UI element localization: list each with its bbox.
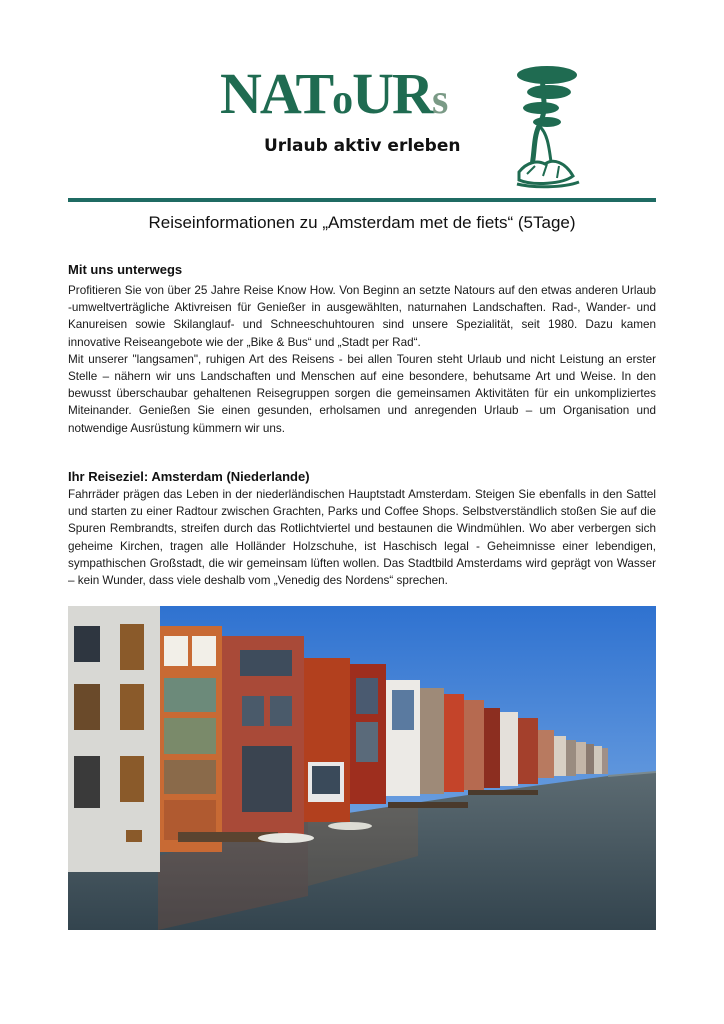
section-body-mit-uns-unterwegs <box>68 282 656 437</box>
paragraph: Mit unserer "langsamen", ruhigen Art des Reisens - bei allen Touren steht Urlaub und nicht Leistung an erster Stelle – nähern wir uns Landschaften und Menschen auf eine besondere, behutsame Art und Weise. In den bewusst überschaubar gehaltenen Reisegruppen sorgen die gemeinsamen Aktivitäten für ein unkompliziertes Miteinander. Genießen Sie einen gesunden, erholsamen und anregenden Urlaub – um Organisation und notwendige Ausrüstung kümmern wir uns. <box>68 352 656 435</box>
tree-logo-icon <box>513 66 583 190</box>
document-title: Reiseinformationen zu „Amsterdam met de fiets“ (5Tage) <box>148 213 576 232</box>
section-heading-mit-uns-unterwegs: Mit uns unterwegs <box>68 262 183 277</box>
header-divider <box>68 198 656 202</box>
logo-wordmark: NAToURs <box>220 61 448 126</box>
logo-tagline: Urlaub aktiv erleben <box>264 136 461 156</box>
canal-houses-photo <box>68 606 656 930</box>
natours-logo <box>220 61 500 126</box>
section-body-reiseziel <box>68 486 656 589</box>
section-heading-reiseziel: Ihr Reiseziel: Amsterdam (Niederlande) <box>68 469 310 484</box>
paragraph: Profitieren Sie von über 25 Jahre Reise Know How. Von Beginn an setzte Natours auf den etwas anderen Urlaub -umweltverträgliche Aktivreisen für Genießer in ausgewählten, naturnahen Landschaften. Rad-, Wander- und Kanureisen sowie Skilanglauf- und Schneeschuhtouren sind unsere Spezialität, seit 1980. Dazu kamen innovative Reiseangebote wie der „Bike & Bus“ und „Stadt per Rad“. <box>68 284 656 349</box>
paragraph: Fahrräder prägen das Leben in der niederländischen Hauptstadt Amsterdam. Steigen Sie ebenfalls in den Sattel und starten zu einer Radtour zwischen Grachten, Parks und Coffee Shops. Selbstverständlich stoßen Sie auf die Spuren Rembrandts, streifen durch das Rotlichtviertel und bestaunen die Windmühlen. Wo aber verbergen sich geheime Kirchen, tragen alle Holländer Holzschuhe, ist Haschisch legal - Geheimnisse einer lebendigen, sympathischen Großstadt, die wir gemeinsam lüften wollen. Das Stadtbild Amsterdams wird geprägt von Wasser – kein Wunder, dass viele deshalb vom „Venedig des Nordens“ sprechen. <box>68 488 656 588</box>
